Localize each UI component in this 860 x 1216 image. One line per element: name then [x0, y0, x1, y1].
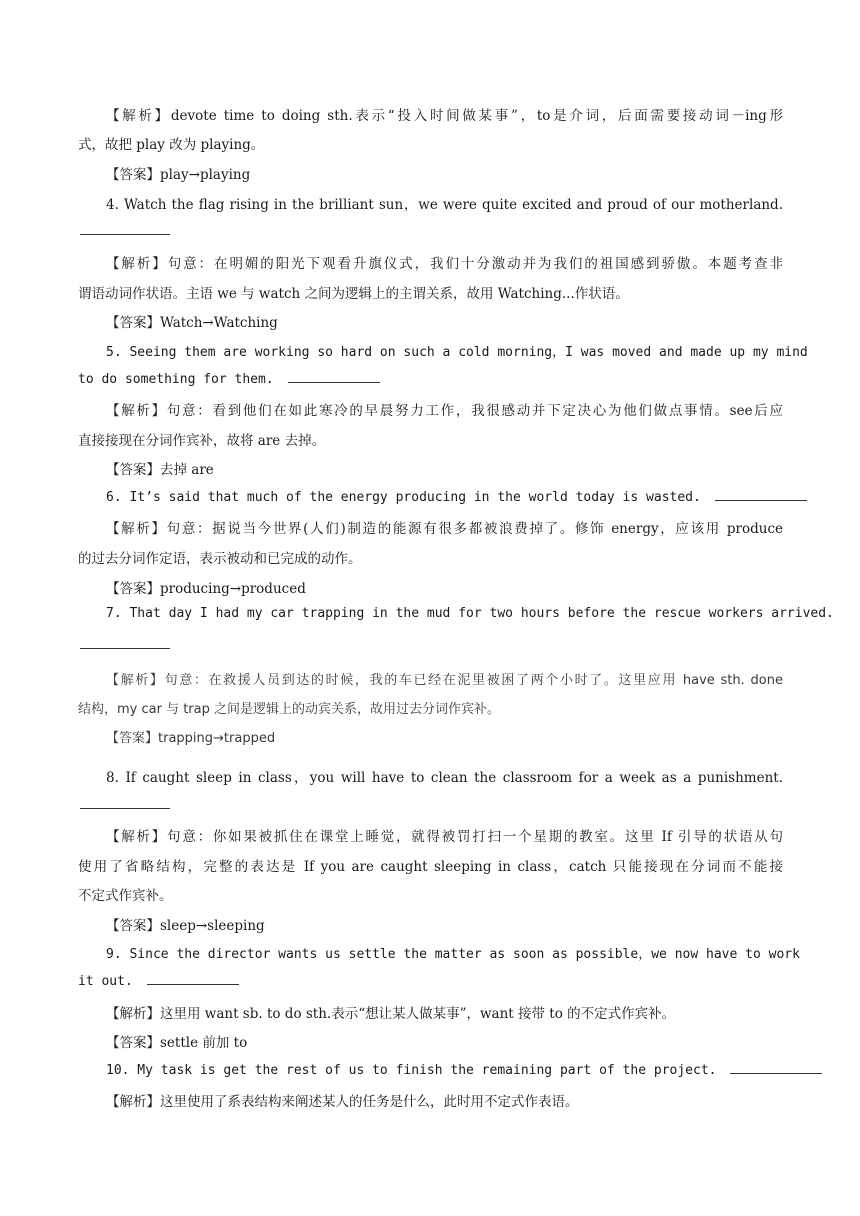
analysis-line: 式，故把 play 改为 playing。 [78, 137, 265, 153]
answer-blank [80, 808, 170, 809]
answer-blank [715, 488, 807, 501]
question-text: to do something for them. [78, 372, 274, 387]
question-5: 5. Seeing them are working so hard on such a cold morning，I was moved and made up my mind [106, 345, 808, 360]
question-6 [106, 488, 783, 505]
answer-line: 【答案】去掉 are [106, 462, 214, 478]
question-5-continued [78, 370, 783, 387]
analysis-line: 结构，my car 与 trap 之间是逻辑上的动宾关系，故用过去分词作宾补。 [78, 702, 501, 717]
answer-line: 【答案】trapping→trapped [106, 731, 276, 746]
answer-blank [730, 1061, 822, 1074]
answer-blank [147, 972, 239, 985]
answer-line: 【答案】play→playing [106, 167, 251, 183]
analysis-line: 使用了省略结构，完整的表达是 If you are caught sleeping in class，catch 只能接现在分词而不能接 [78, 859, 783, 875]
question-text: 10. My task is get the rest of us to finish the remaining part of the project. [106, 1063, 717, 1078]
analysis-line: 【解析】devote time to doing sth.表示“投入时间做某事”，to是介词，后面需要接动词－ing形 [106, 108, 783, 124]
question-9: 9. Since the director wants us settle the matter as soon as possible，we now have to work [106, 947, 800, 962]
analysis-line: 的过去分词作定语，表示被动和已完成的动作。 [78, 551, 362, 567]
analysis-line: 【解析】句意：在明媚的阳光下观看升旗仪式，我们十分激动并为我们的祖国感到骄傲。本题考查非 [106, 256, 783, 272]
question-text: it out. [78, 974, 133, 989]
answer-blank [288, 370, 380, 383]
analysis-line: 直接接现在分词作宾补，故将 are 去掉。 [78, 433, 326, 449]
question-4: 4. Watch the flag rising in the brilliant sun，we were quite excited and proud of our motherland. [106, 197, 783, 213]
answer-blank [80, 648, 170, 649]
question-7: 7. That day I had my car trapping in the mud for two hours before the rescue workers arrived. [106, 606, 834, 621]
question-10 [106, 1061, 783, 1078]
analysis-line: 【解析】句意：在救援人员到达的时候，我的车已经在泥里被困了两个小时了。这里应用 have sth. done [106, 673, 783, 688]
answer-line: 【答案】sleep→sleeping [106, 918, 265, 934]
answer-line: 【答案】producing→produced [106, 581, 306, 597]
question-9-continued [78, 972, 783, 989]
question-8: 8. If caught sleep in class，you will have to clean the classroom for a week as a punishment. [106, 770, 783, 786]
answer-blank [80, 234, 170, 235]
answer-line: 【答案】Watch→Watching [106, 315, 278, 331]
analysis-line: 【解析】句意：你如果被抓住在课堂上睡觉，就得被罚打扫一个星期的教室。这里 If 引导的状语从句 [106, 829, 783, 845]
analysis-line: 【解析】句意：据说当今世界(人们)制造的能源有很多都被浪费掉了。修饰 energy，应该用 produce [106, 521, 783, 537]
answer-line: 【答案】settle 前加 to [106, 1035, 248, 1051]
analysis-line: 【解析】这里使用了系表结构来阐述某人的任务是什么，此时用不定式作表语。 [106, 1094, 579, 1110]
analysis-line: 谓语动词作状语。主语 we 与 watch 之间为逻辑上的主谓关系，故用 Watching...作状语。 [78, 286, 629, 302]
question-text: 6. It’s said that much of the energy producing in the world today is wasted. [106, 490, 701, 505]
analysis-line: 【解析】这里用 want sb. to do sth.表示“想让某人做某事”，want 接带 to 的不定式作宾补。 [106, 1006, 676, 1022]
analysis-line: 【解析】句意：看到他们在如此寒冷的早晨努力工作，我很感动并下定决心为他们做点事情。see后应 [106, 403, 783, 419]
analysis-line: 不定式作宾补。 [78, 888, 173, 904]
